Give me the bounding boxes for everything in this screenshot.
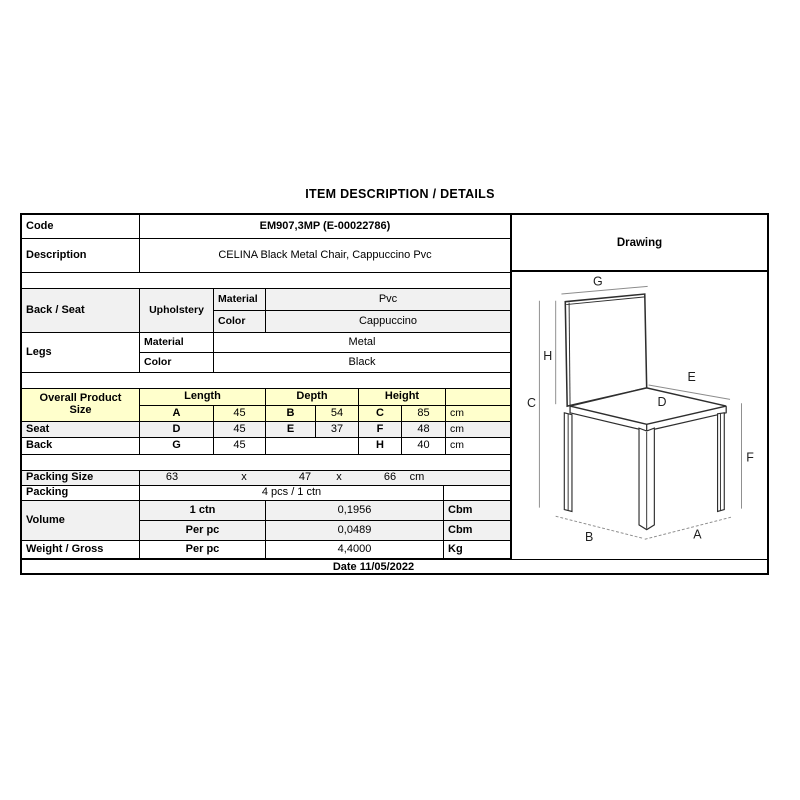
volume-row: [22, 501, 510, 541]
weight-label: Weight / Gross: [22, 541, 140, 558]
dim-val-f: 48: [402, 422, 446, 437]
dim-key-h: H: [359, 438, 402, 454]
size-header-row: [22, 389, 510, 422]
back-seat-material-key: Material: [214, 289, 266, 310]
page-title: ITEM DESCRIPTION / DETAILS: [305, 187, 495, 201]
description-row: [22, 239, 510, 273]
back-seat-row: [22, 289, 510, 333]
dim-label-d: D: [657, 395, 667, 410]
volume-pc-value: 0,0489: [266, 521, 444, 540]
packing-size-token: x: [336, 471, 342, 484]
packing-empty-cell: [444, 486, 510, 500]
weight-row: [22, 541, 510, 559]
packing-size-value: [140, 471, 510, 485]
packing-size-token: 63: [165, 471, 179, 484]
spacer-row: [22, 273, 510, 289]
volume-label: Volume: [22, 501, 140, 540]
spec-table-main: [22, 215, 512, 559]
dim-label-f: F: [746, 450, 754, 465]
packing-size-token: 47: [298, 471, 312, 484]
volume-pc-unit: Cbm: [448, 523, 473, 536]
legs-label: Legs: [22, 333, 140, 372]
legs-color-key: Color: [140, 353, 214, 372]
dim-val-e: 37: [316, 422, 359, 437]
spacer-row: [22, 455, 510, 471]
back-seat-material-value: Pvc: [378, 292, 398, 305]
legs-material-value: Metal: [348, 335, 376, 348]
packing-size-token: 66: [383, 471, 397, 484]
back-seat-label: Back / Seat: [22, 289, 140, 332]
overall-product-size-label: Overall Product Size: [22, 389, 140, 421]
date-row: [22, 559, 767, 573]
dim-val-h: 40: [402, 438, 446, 454]
dim-key-a: A: [140, 406, 214, 421]
weight-unit: Kg: [448, 542, 463, 555]
date-text: Date 11/05/2022: [332, 560, 415, 573]
drawing-title: Drawing: [512, 215, 767, 272]
back-seat-color-value: Cappuccino: [358, 314, 418, 327]
dim-key-e: E: [266, 422, 316, 437]
upholstery-label: Upholstery: [140, 289, 214, 332]
legs-row: [22, 333, 510, 373]
packing-size-token: x: [241, 471, 247, 484]
code-label: Code: [22, 215, 140, 238]
seat-label: Seat: [22, 422, 140, 437]
legs-color-value: Black: [348, 355, 376, 368]
empty-depth-cell: [266, 438, 359, 454]
volume-ctn-key: 1 ctn: [140, 501, 266, 520]
spec-table: [20, 213, 769, 575]
volume-ctn-unit: Cbm: [448, 503, 473, 516]
dim-key-c: C: [359, 406, 402, 421]
packing-size-row: [22, 471, 510, 486]
unit-cm: cm: [450, 422, 464, 435]
dim-label-g: G: [592, 274, 603, 289]
dim-label-b: B: [585, 530, 594, 545]
code-row: [22, 215, 510, 239]
packing-row: [22, 486, 510, 501]
dim-val-a: 45: [214, 406, 266, 421]
drawing-section: [512, 215, 767, 545]
unit-cm: cm: [450, 406, 464, 419]
dim-key-b: B: [266, 406, 316, 421]
chair-drawing: [512, 272, 767, 545]
col-header-depth: Depth: [266, 389, 359, 405]
dim-key-d: D: [140, 422, 214, 437]
dim-val-d: 45: [214, 422, 266, 437]
col-header-length: Length: [140, 389, 266, 405]
col-header-empty: [446, 389, 510, 405]
code-value: EM907,3MP (E-00022786): [259, 219, 391, 232]
dim-key-f: F: [359, 422, 402, 437]
back-label: Back: [22, 438, 140, 454]
dim-key-g: G: [140, 438, 214, 454]
col-header-height: Height: [359, 389, 446, 405]
spacer-row: [22, 373, 510, 389]
description-label: Description: [22, 239, 140, 272]
packing-value: 4 pcs / 1 ctn: [140, 486, 444, 500]
dim-label-a: A: [693, 527, 702, 542]
weight-value: 4,4000: [266, 541, 444, 558]
packing-size-token: cm: [409, 471, 425, 484]
seat-size-row: [22, 422, 510, 438]
unit-cm: cm: [450, 439, 464, 452]
dim-label-h: H: [543, 349, 553, 364]
weight-key: Per pc: [140, 541, 266, 558]
legs-material-key: Material: [140, 333, 214, 352]
volume-ctn-value: 0,1956: [266, 501, 444, 520]
packing-size-label: Packing Size: [22, 471, 140, 485]
dim-val-c: 85: [402, 406, 446, 421]
dim-val-b: 54: [316, 406, 359, 421]
dim-label-e: E: [687, 370, 696, 385]
packing-label: Packing: [22, 486, 140, 500]
dim-label-c: C: [526, 396, 536, 411]
volume-pc-key: Per pc: [140, 521, 266, 540]
dim-val-g: 45: [214, 438, 266, 454]
back-seat-color-key: Color: [214, 311, 266, 332]
back-size-row: [22, 438, 510, 455]
description-value: CELINA Black Metal Chair, Cappuccino Pvc: [218, 248, 432, 261]
